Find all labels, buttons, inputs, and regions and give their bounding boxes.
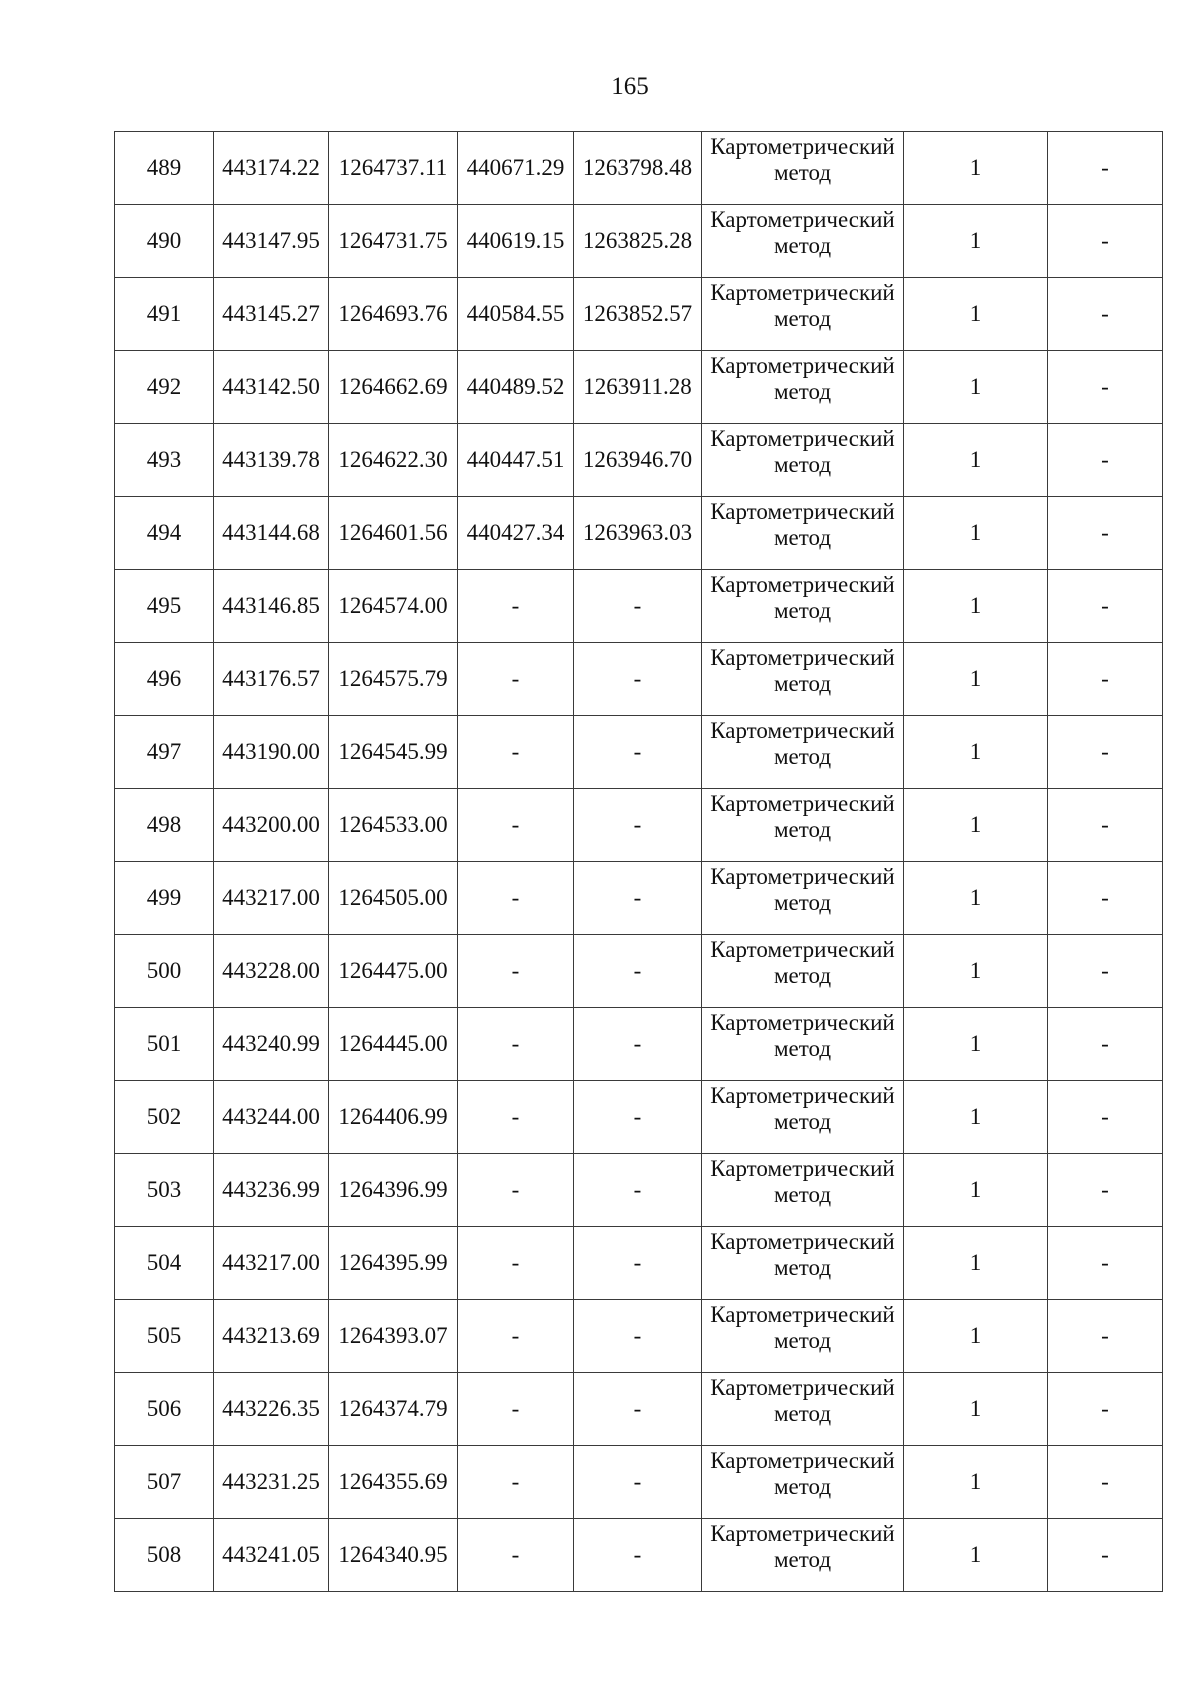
x-coordinate-cell: 443146.85 xyxy=(214,570,329,643)
table-row xyxy=(115,205,1163,278)
note-cell: - xyxy=(1048,716,1163,789)
accuracy-cell: 1 xyxy=(904,351,1048,424)
method-line-2: метод xyxy=(773,1328,832,1353)
method-line-2: метод xyxy=(773,890,832,915)
y-coordinate-cell: 1264545.99 xyxy=(329,716,458,789)
table-row xyxy=(115,132,1163,205)
method-line-1: Картометрический xyxy=(710,1083,895,1108)
method-line-1: Картометрический xyxy=(710,572,895,597)
x-coordinate-cell: 443217.00 xyxy=(214,1227,329,1300)
point-number-cell: 499 xyxy=(115,862,214,935)
x-coordinate-prev-cell: - xyxy=(458,716,574,789)
x-coordinate-prev-cell: 440671.29 xyxy=(458,132,574,205)
accuracy-cell: 1 xyxy=(904,1008,1048,1081)
y-coordinate-cell: 1264396.99 xyxy=(329,1154,458,1227)
method-cell xyxy=(702,132,904,205)
x-coordinate-prev-cell: - xyxy=(458,789,574,862)
y-coordinate-cell: 1264505.00 xyxy=(329,862,458,935)
method-line-2: метод xyxy=(773,1109,832,1134)
method-line-1: Картометрический xyxy=(710,1448,895,1473)
method-line-1: Картометрический xyxy=(710,1229,895,1254)
method-line-1: Картометрический xyxy=(710,134,895,159)
y-coordinate-prev-cell: - xyxy=(574,716,702,789)
table-row xyxy=(115,1519,1163,1592)
x-coordinate-prev-cell: 440489.52 xyxy=(458,351,574,424)
accuracy-cell: 1 xyxy=(904,1519,1048,1592)
accuracy-cell: 1 xyxy=(904,1373,1048,1446)
method-line-2: метод xyxy=(773,452,832,477)
point-number-cell: 490 xyxy=(115,205,214,278)
method-line-1: Картометрический xyxy=(710,426,895,451)
x-coordinate-prev-cell: - xyxy=(458,1373,574,1446)
y-coordinate-cell: 1264601.56 xyxy=(329,497,458,570)
x-coordinate-cell: 443190.00 xyxy=(214,716,329,789)
x-coordinate-prev-cell: - xyxy=(458,1446,574,1519)
x-coordinate-cell: 443240.99 xyxy=(214,1008,329,1081)
table-row xyxy=(115,1300,1163,1373)
y-coordinate-cell: 1264575.79 xyxy=(329,643,458,716)
point-number-cell: 500 xyxy=(115,935,214,1008)
accuracy-cell: 1 xyxy=(904,1227,1048,1300)
method-line-1: Картометрический xyxy=(710,1156,895,1181)
accuracy-cell: 1 xyxy=(904,424,1048,497)
x-coordinate-prev-cell: - xyxy=(458,643,574,716)
x-coordinate-cell: 443241.05 xyxy=(214,1519,329,1592)
x-coordinate-cell: 443147.95 xyxy=(214,205,329,278)
y-coordinate-cell: 1264731.75 xyxy=(329,205,458,278)
method-cell xyxy=(702,1227,904,1300)
method-line-2: метод xyxy=(773,525,832,550)
method-line-2: метод xyxy=(773,598,832,623)
note-cell: - xyxy=(1048,862,1163,935)
point-number-cell: 494 xyxy=(115,497,214,570)
x-coordinate-cell: 443236.99 xyxy=(214,1154,329,1227)
note-cell: - xyxy=(1048,789,1163,862)
y-coordinate-cell: 1264445.00 xyxy=(329,1008,458,1081)
table-row xyxy=(115,789,1163,862)
y-coordinate-prev-cell: - xyxy=(574,1446,702,1519)
table-row xyxy=(115,1227,1163,1300)
method-line-1: Картометрический xyxy=(710,864,895,889)
x-coordinate-cell: 443213.69 xyxy=(214,1300,329,1373)
table-row xyxy=(115,278,1163,351)
method-line-2: метод xyxy=(773,671,832,696)
accuracy-cell: 1 xyxy=(904,1446,1048,1519)
x-coordinate-cell: 443142.50 xyxy=(214,351,329,424)
note-cell: - xyxy=(1048,1373,1163,1446)
accuracy-cell: 1 xyxy=(904,497,1048,570)
method-line-1: Картометрический xyxy=(710,937,895,962)
x-coordinate-prev-cell: - xyxy=(458,1227,574,1300)
x-coordinate-cell: 443228.00 xyxy=(214,935,329,1008)
point-number-cell: 504 xyxy=(115,1227,214,1300)
method-line-2: метод xyxy=(773,1036,832,1061)
method-cell xyxy=(702,862,904,935)
x-coordinate-cell: 443144.68 xyxy=(214,497,329,570)
y-coordinate-cell: 1264662.69 xyxy=(329,351,458,424)
y-coordinate-cell: 1264574.00 xyxy=(329,570,458,643)
method-cell xyxy=(702,1008,904,1081)
x-coordinate-prev-cell: - xyxy=(458,1300,574,1373)
y-coordinate-prev-cell: - xyxy=(574,1154,702,1227)
x-coordinate-prev-cell: - xyxy=(458,862,574,935)
x-coordinate-cell: 443244.00 xyxy=(214,1081,329,1154)
accuracy-cell: 1 xyxy=(904,1081,1048,1154)
method-line-2: метод xyxy=(773,1474,832,1499)
y-coordinate-cell: 1264393.07 xyxy=(329,1300,458,1373)
table-row xyxy=(115,1081,1163,1154)
accuracy-cell: 1 xyxy=(904,789,1048,862)
method-cell xyxy=(702,205,904,278)
note-cell: - xyxy=(1048,497,1163,570)
point-number-cell: 502 xyxy=(115,1081,214,1154)
x-coordinate-prev-cell: 440427.34 xyxy=(458,497,574,570)
note-cell: - xyxy=(1048,935,1163,1008)
y-coordinate-cell: 1264395.99 xyxy=(329,1227,458,1300)
y-coordinate-cell: 1264374.79 xyxy=(329,1373,458,1446)
y-coordinate-cell: 1264355.69 xyxy=(329,1446,458,1519)
y-coordinate-cell: 1264693.76 xyxy=(329,278,458,351)
accuracy-cell: 1 xyxy=(904,935,1048,1008)
y-coordinate-prev-cell: 1263963.03 xyxy=(574,497,702,570)
point-number-cell: 491 xyxy=(115,278,214,351)
point-number-cell: 495 xyxy=(115,570,214,643)
method-line-2: метод xyxy=(773,1401,832,1426)
method-cell xyxy=(702,1154,904,1227)
y-coordinate-prev-cell: - xyxy=(574,570,702,643)
method-cell xyxy=(702,1446,904,1519)
note-cell: - xyxy=(1048,1519,1163,1592)
method-line-2: метод xyxy=(773,379,832,404)
note-cell: - xyxy=(1048,132,1163,205)
method-line-1: Картометрический xyxy=(710,280,895,305)
note-cell: - xyxy=(1048,1300,1163,1373)
note-cell: - xyxy=(1048,424,1163,497)
method-line-1: Картометрический xyxy=(710,1521,895,1546)
x-coordinate-prev-cell: - xyxy=(458,935,574,1008)
table-row xyxy=(115,716,1163,789)
point-number-cell: 507 xyxy=(115,1446,214,1519)
method-cell xyxy=(702,278,904,351)
y-coordinate-cell: 1264737.11 xyxy=(329,132,458,205)
x-coordinate-prev-cell: 440619.15 xyxy=(458,205,574,278)
note-cell: - xyxy=(1048,278,1163,351)
x-coordinate-prev-cell: - xyxy=(458,1519,574,1592)
method-line-2: метод xyxy=(773,233,832,258)
x-coordinate-cell: 443174.22 xyxy=(214,132,329,205)
x-coordinate-cell: 443231.25 xyxy=(214,1446,329,1519)
point-number-cell: 492 xyxy=(115,351,214,424)
x-coordinate-cell: 443139.78 xyxy=(214,424,329,497)
accuracy-cell: 1 xyxy=(904,716,1048,789)
accuracy-cell: 1 xyxy=(904,278,1048,351)
method-cell xyxy=(702,1519,904,1592)
point-number-cell: 497 xyxy=(115,716,214,789)
note-cell: - xyxy=(1048,1081,1163,1154)
method-cell xyxy=(702,570,904,643)
table-body xyxy=(115,132,1163,1592)
point-number-cell: 493 xyxy=(115,424,214,497)
y-coordinate-cell: 1264622.30 xyxy=(329,424,458,497)
y-coordinate-prev-cell: 1263852.57 xyxy=(574,278,702,351)
method-line-2: метод xyxy=(773,1255,832,1280)
note-cell: - xyxy=(1048,1227,1163,1300)
table-row xyxy=(115,643,1163,716)
method-line-2: метод xyxy=(773,744,832,769)
y-coordinate-prev-cell: - xyxy=(574,789,702,862)
accuracy-cell: 1 xyxy=(904,643,1048,716)
y-coordinate-prev-cell: 1263911.28 xyxy=(574,351,702,424)
accuracy-cell: 1 xyxy=(904,1154,1048,1227)
point-number-cell: 508 xyxy=(115,1519,214,1592)
point-number-cell: 489 xyxy=(115,132,214,205)
point-number-cell: 505 xyxy=(115,1300,214,1373)
x-coordinate-prev-cell: - xyxy=(458,1154,574,1227)
x-coordinate-prev-cell: - xyxy=(458,570,574,643)
y-coordinate-prev-cell: - xyxy=(574,935,702,1008)
x-coordinate-cell: 443176.57 xyxy=(214,643,329,716)
point-number-cell: 503 xyxy=(115,1154,214,1227)
table-row xyxy=(115,424,1163,497)
y-coordinate-prev-cell: - xyxy=(574,1300,702,1373)
coordinates-table xyxy=(114,131,1163,1592)
method-line-2: метод xyxy=(773,817,832,842)
point-number-cell: 498 xyxy=(115,789,214,862)
y-coordinate-cell: 1264340.95 xyxy=(329,1519,458,1592)
x-coordinate-prev-cell: - xyxy=(458,1008,574,1081)
method-cell xyxy=(702,1300,904,1373)
x-coordinate-prev-cell: 440447.51 xyxy=(458,424,574,497)
method-cell xyxy=(702,1373,904,1446)
table-row xyxy=(115,1373,1163,1446)
y-coordinate-prev-cell: - xyxy=(574,1373,702,1446)
note-cell: - xyxy=(1048,1446,1163,1519)
x-coordinate-prev-cell: - xyxy=(458,1081,574,1154)
method-cell xyxy=(702,789,904,862)
method-cell xyxy=(702,1081,904,1154)
table-row xyxy=(115,351,1163,424)
method-line-2: метод xyxy=(773,160,832,185)
y-coordinate-cell: 1264533.00 xyxy=(329,789,458,862)
note-cell: - xyxy=(1048,205,1163,278)
y-coordinate-prev-cell: 1263798.48 xyxy=(574,132,702,205)
accuracy-cell: 1 xyxy=(904,205,1048,278)
accuracy-cell: 1 xyxy=(904,862,1048,935)
table-row xyxy=(115,935,1163,1008)
table-row xyxy=(115,862,1163,935)
method-cell xyxy=(702,643,904,716)
point-number-cell: 501 xyxy=(115,1008,214,1081)
method-line-1: Картометрический xyxy=(710,1010,895,1035)
x-coordinate-cell: 443200.00 xyxy=(214,789,329,862)
y-coordinate-cell: 1264406.99 xyxy=(329,1081,458,1154)
method-line-1: Картометрический xyxy=(710,718,895,743)
method-line-1: Картометрический xyxy=(710,353,895,378)
y-coordinate-prev-cell: - xyxy=(574,1227,702,1300)
page-number: 165 xyxy=(611,73,649,100)
method-line-1: Картометрический xyxy=(710,207,895,232)
y-coordinate-prev-cell: - xyxy=(574,1081,702,1154)
method-line-1: Картометрический xyxy=(710,645,895,670)
accuracy-cell: 1 xyxy=(904,132,1048,205)
method-cell xyxy=(702,935,904,1008)
accuracy-cell: 1 xyxy=(904,1300,1048,1373)
note-cell: - xyxy=(1048,1008,1163,1081)
x-coordinate-cell: 443217.00 xyxy=(214,862,329,935)
note-cell: - xyxy=(1048,570,1163,643)
y-coordinate-prev-cell: 1263946.70 xyxy=(574,424,702,497)
method-line-2: метод xyxy=(773,963,832,988)
table-row xyxy=(115,1008,1163,1081)
y-coordinate-cell: 1264475.00 xyxy=(329,935,458,1008)
point-number-cell: 506 xyxy=(115,1373,214,1446)
x-coordinate-cell: 443226.35 xyxy=(214,1373,329,1446)
method-line-1: Картометрический xyxy=(710,1302,895,1327)
method-line-1: Картометрический xyxy=(710,791,895,816)
note-cell: - xyxy=(1048,1154,1163,1227)
method-line-2: метод xyxy=(773,306,832,331)
note-cell: - xyxy=(1048,351,1163,424)
method-line-1: Картометрический xyxy=(710,499,895,524)
method-cell xyxy=(702,351,904,424)
accuracy-cell: 1 xyxy=(904,570,1048,643)
y-coordinate-prev-cell: - xyxy=(574,643,702,716)
method-line-2: метод xyxy=(773,1547,832,1572)
method-cell xyxy=(702,497,904,570)
table-row xyxy=(115,497,1163,570)
table-row xyxy=(115,570,1163,643)
y-coordinate-prev-cell: - xyxy=(574,862,702,935)
method-line-1: Картометрический xyxy=(710,1375,895,1400)
y-coordinate-prev-cell: - xyxy=(574,1519,702,1592)
point-number-cell: 496 xyxy=(115,643,214,716)
note-cell: - xyxy=(1048,643,1163,716)
table-row xyxy=(115,1154,1163,1227)
method-cell xyxy=(702,424,904,497)
y-coordinate-prev-cell: 1263825.28 xyxy=(574,205,702,278)
y-coordinate-prev-cell: - xyxy=(574,1008,702,1081)
x-coordinate-prev-cell: 440584.55 xyxy=(458,278,574,351)
method-line-2: метод xyxy=(773,1182,832,1207)
table-row xyxy=(115,1446,1163,1519)
method-cell xyxy=(702,716,904,789)
x-coordinate-cell: 443145.27 xyxy=(214,278,329,351)
